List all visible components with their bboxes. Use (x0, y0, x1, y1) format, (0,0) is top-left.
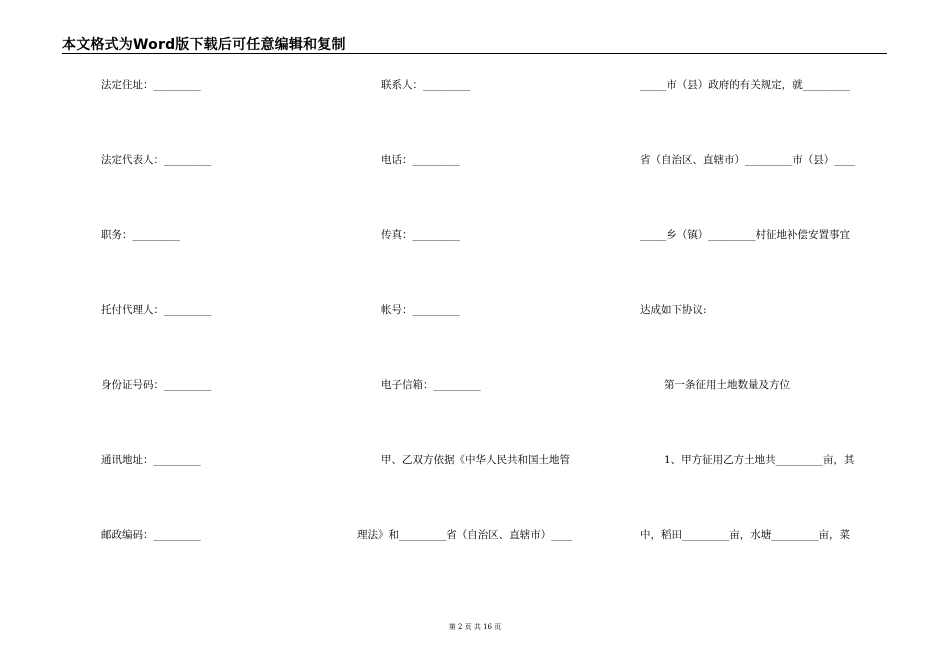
text-line: _____乡（镇）_________村征地补偿安置事宜 (640, 229, 850, 241)
text-line: 联系人：_________ (381, 79, 471, 91)
text-line: 法定代表人：_________ (101, 154, 212, 166)
text-line: 法定住址：_________ (101, 79, 201, 91)
section-heading: 第一条征用土地数量及方位 (664, 379, 790, 391)
text-line: 达成如下协议: (640, 304, 707, 316)
text-line: 帐号：_________ (381, 304, 460, 316)
text-line: 身份证号码：_________ (101, 379, 212, 391)
text-line: 通讯地址：_________ (101, 454, 201, 466)
text-line: 省（自治区、直辖市）_________市（县）____ (640, 154, 856, 166)
text-line: _____市（县）政府的有关规定，就_________ (640, 79, 850, 91)
text-line: 托付代理人：_________ (101, 304, 212, 316)
text-line: 1、甲方征用乙方土地共_________亩，其 (664, 454, 855, 466)
text-line: 电子信箱：_________ (381, 379, 481, 391)
document-header-title: 本文格式为Word版下载后可任意编辑和复制 (62, 37, 346, 53)
text-line: 理法》和_________省（自治区、直辖市）____ (357, 529, 573, 541)
text-line: 电话：_________ (381, 154, 460, 166)
text-line: 职务：_________ (101, 229, 180, 241)
text-line: 中，稻田_________亩，水塘_________亩，菜 (640, 529, 850, 541)
page-number-footer: 第 2 页 共 16 页 (448, 623, 502, 631)
text-line: 甲、乙双方依据《中华人民共和国土地管 (381, 454, 570, 466)
text-line: 邮政编码：_________ (101, 529, 201, 541)
header-divider (62, 53, 887, 54)
text-line: 传真：_________ (381, 229, 460, 241)
